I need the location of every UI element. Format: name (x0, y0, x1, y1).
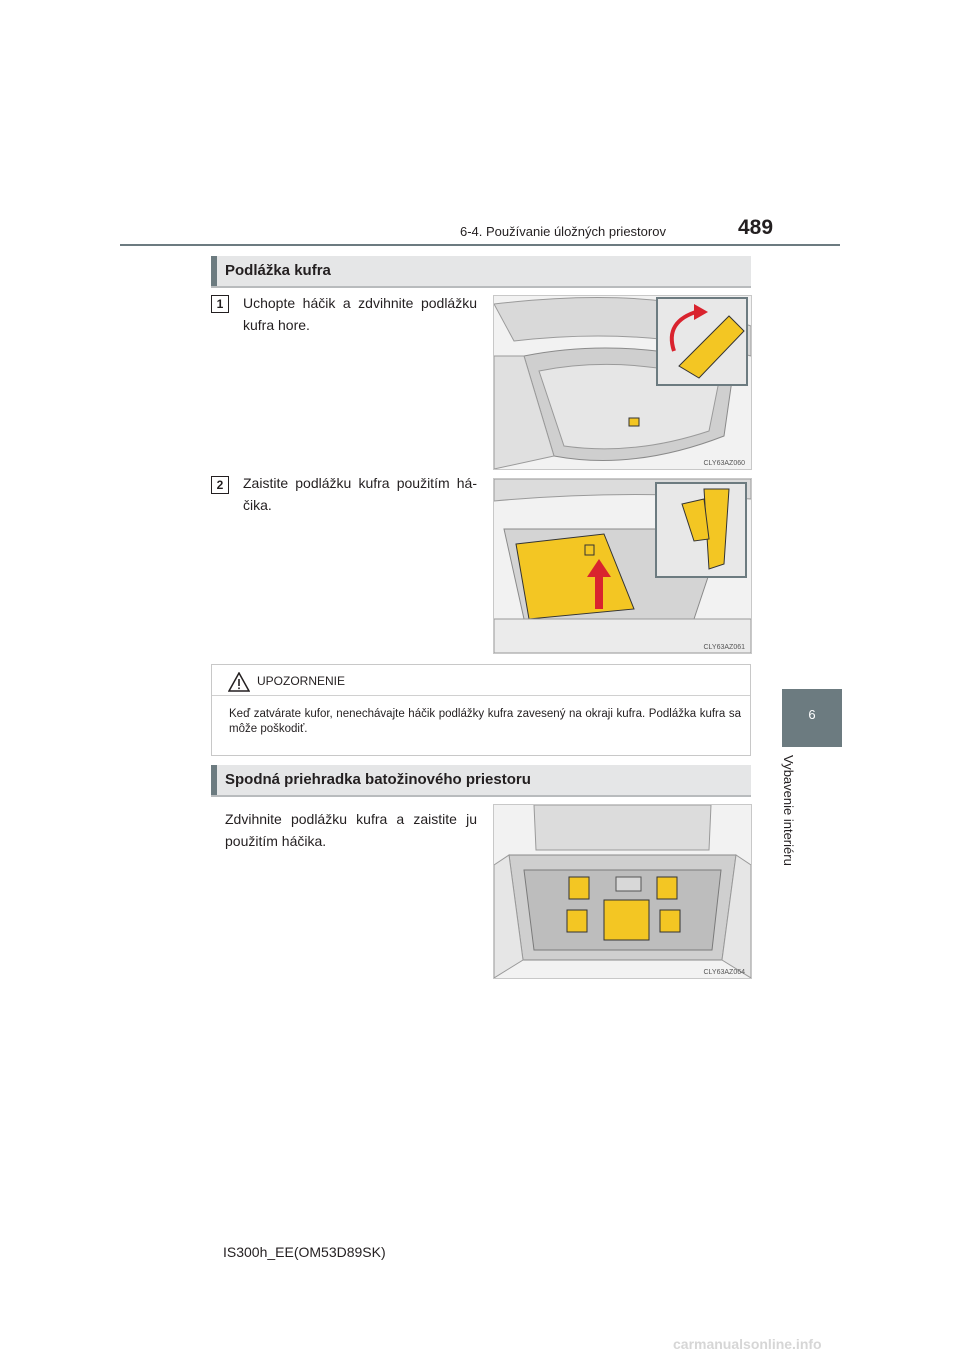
figure-secure-floor (493, 478, 752, 654)
chapter-number: 6 (808, 707, 816, 722)
page-number: 489 (738, 216, 774, 239)
figure-code: CLY63AZ064 (703, 969, 745, 976)
section-body-text: Zdvihnite podlážku kufra a zaistite ju použitím háčika. (225, 811, 477, 849)
figure-code: CLY63AZ060 (703, 460, 745, 467)
warning-triangle-icon (228, 672, 250, 692)
watermark-link[interactable]: carmanualsonline.info (673, 1336, 822, 1352)
manual-code: IS300h_EE(OM53D89SK) (223, 1244, 386, 1260)
step-text-1: Uchopte háčik a zdvihnite podlážku kufra hore. (243, 295, 477, 333)
warning-divider (212, 695, 750, 696)
section-title: Spodná priehradka batožinového priestoru (225, 771, 531, 788)
figure-lift-floor (493, 295, 752, 470)
step-number-1: 1 (211, 295, 229, 313)
chapter-label: Vybavenie interiéru (781, 755, 796, 866)
header-rule (120, 244, 840, 246)
step-text-2: Zaistite podlážku kufra použitím há-čika. (243, 475, 477, 513)
underfloor-storage-illustration (494, 805, 751, 978)
trunk-hook-illustration (494, 479, 751, 653)
section-title: Podlážka kufra (225, 262, 331, 279)
figure-code: CLY63AZ061 (703, 644, 745, 651)
warning-title: UPOZORNENIE (257, 674, 346, 688)
section-header-trunk-floor (211, 256, 751, 288)
section-header-underfloor (211, 765, 751, 797)
section-accent (211, 765, 217, 795)
trunk-floor-illustration (494, 296, 751, 469)
warning-text: Keď zatvárate kufor, nenechávajte háčik podlážky kufra zavesený na okraji kufra. Podlážka kufra sa môže poškodiť. (229, 708, 741, 735)
step-number-2: 2 (211, 476, 229, 494)
chapter-label-wrap (781, 755, 803, 895)
warning-box (211, 664, 751, 756)
section-heading: 6-4. Používanie úložných priestorov (460, 224, 666, 239)
section-accent (211, 256, 217, 286)
figure-underfloor-compartment (493, 804, 752, 979)
